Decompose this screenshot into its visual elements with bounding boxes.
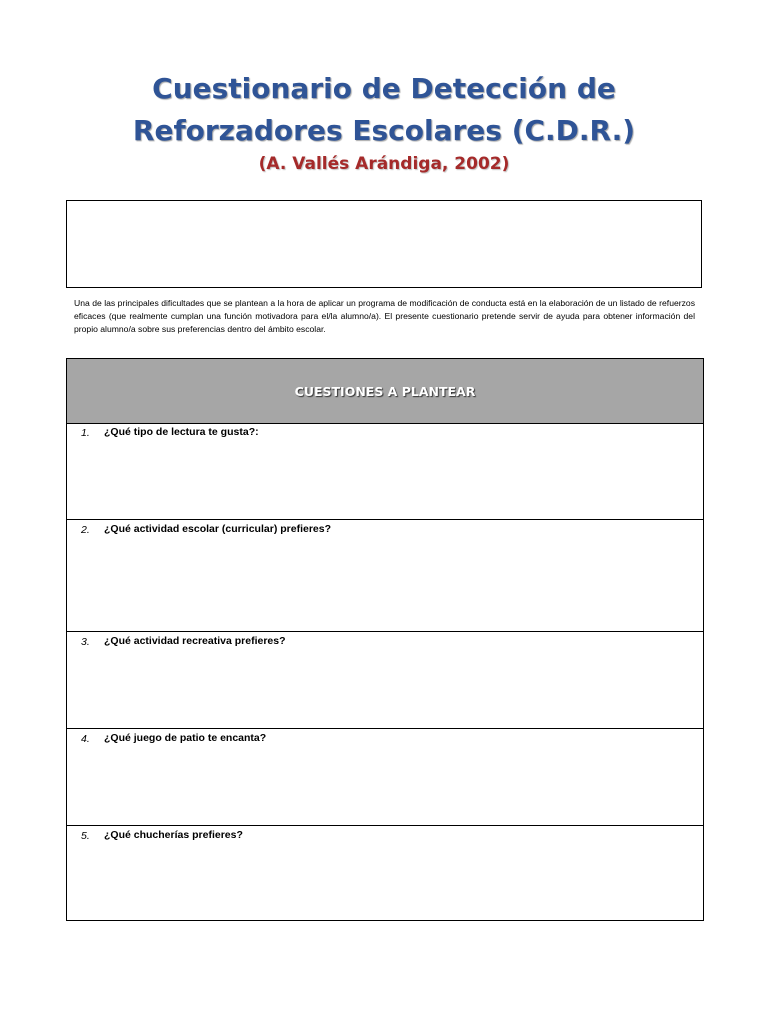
document-title [0, 68, 768, 152]
question-text: ¿Qué chucherías prefieres? [104, 829, 243, 841]
question-row-2[interactable] [67, 520, 703, 632]
question-number: 3. [81, 636, 90, 648]
student-info-box[interactable] [66, 200, 702, 288]
question-text: ¿Qué actividad escolar (curricular) prefieres? [104, 523, 332, 535]
question-number: 4. [81, 733, 90, 745]
author-citation: (A. Vallés Arándiga, 2002) [258, 154, 510, 174]
question-text: ¿Qué actividad recreativa prefieres? [104, 635, 286, 647]
table-header: CUESTIONES A PLANTEAR [67, 359, 703, 424]
question-text: ¿Qué tipo de lectura te gusta?: [104, 426, 259, 438]
intro-paragraph: Una de las principales dificultades que se plantean a la hora de aplicar un programa de modificación de conducta está en la elaboración de un listado de refuerzos eficaces (que realmente cumplan una función motivadora para el/la alumno/a). El presente cuestionario pretende servir de ayuda para obtener información del propio alumno/a sobre sus preferencias dentro del ámbito escolar. [74, 298, 695, 334]
document-title-line-2: Reforzadores Escolares (C.D.R.) [132, 114, 636, 147]
question-number: 2. [81, 524, 90, 536]
questions-table [66, 358, 704, 921]
question-row-1[interactable] [67, 423, 703, 520]
question-row-4[interactable] [67, 729, 703, 826]
question-row-5[interactable] [67, 826, 703, 920]
question-row-3[interactable] [67, 632, 703, 729]
question-number: 1. [81, 427, 90, 439]
question-text: ¿Qué juego de patio te encanta? [104, 732, 267, 744]
document-title-line-1: Cuestionario de Detección de [152, 72, 616, 105]
question-number: 5. [81, 830, 90, 842]
